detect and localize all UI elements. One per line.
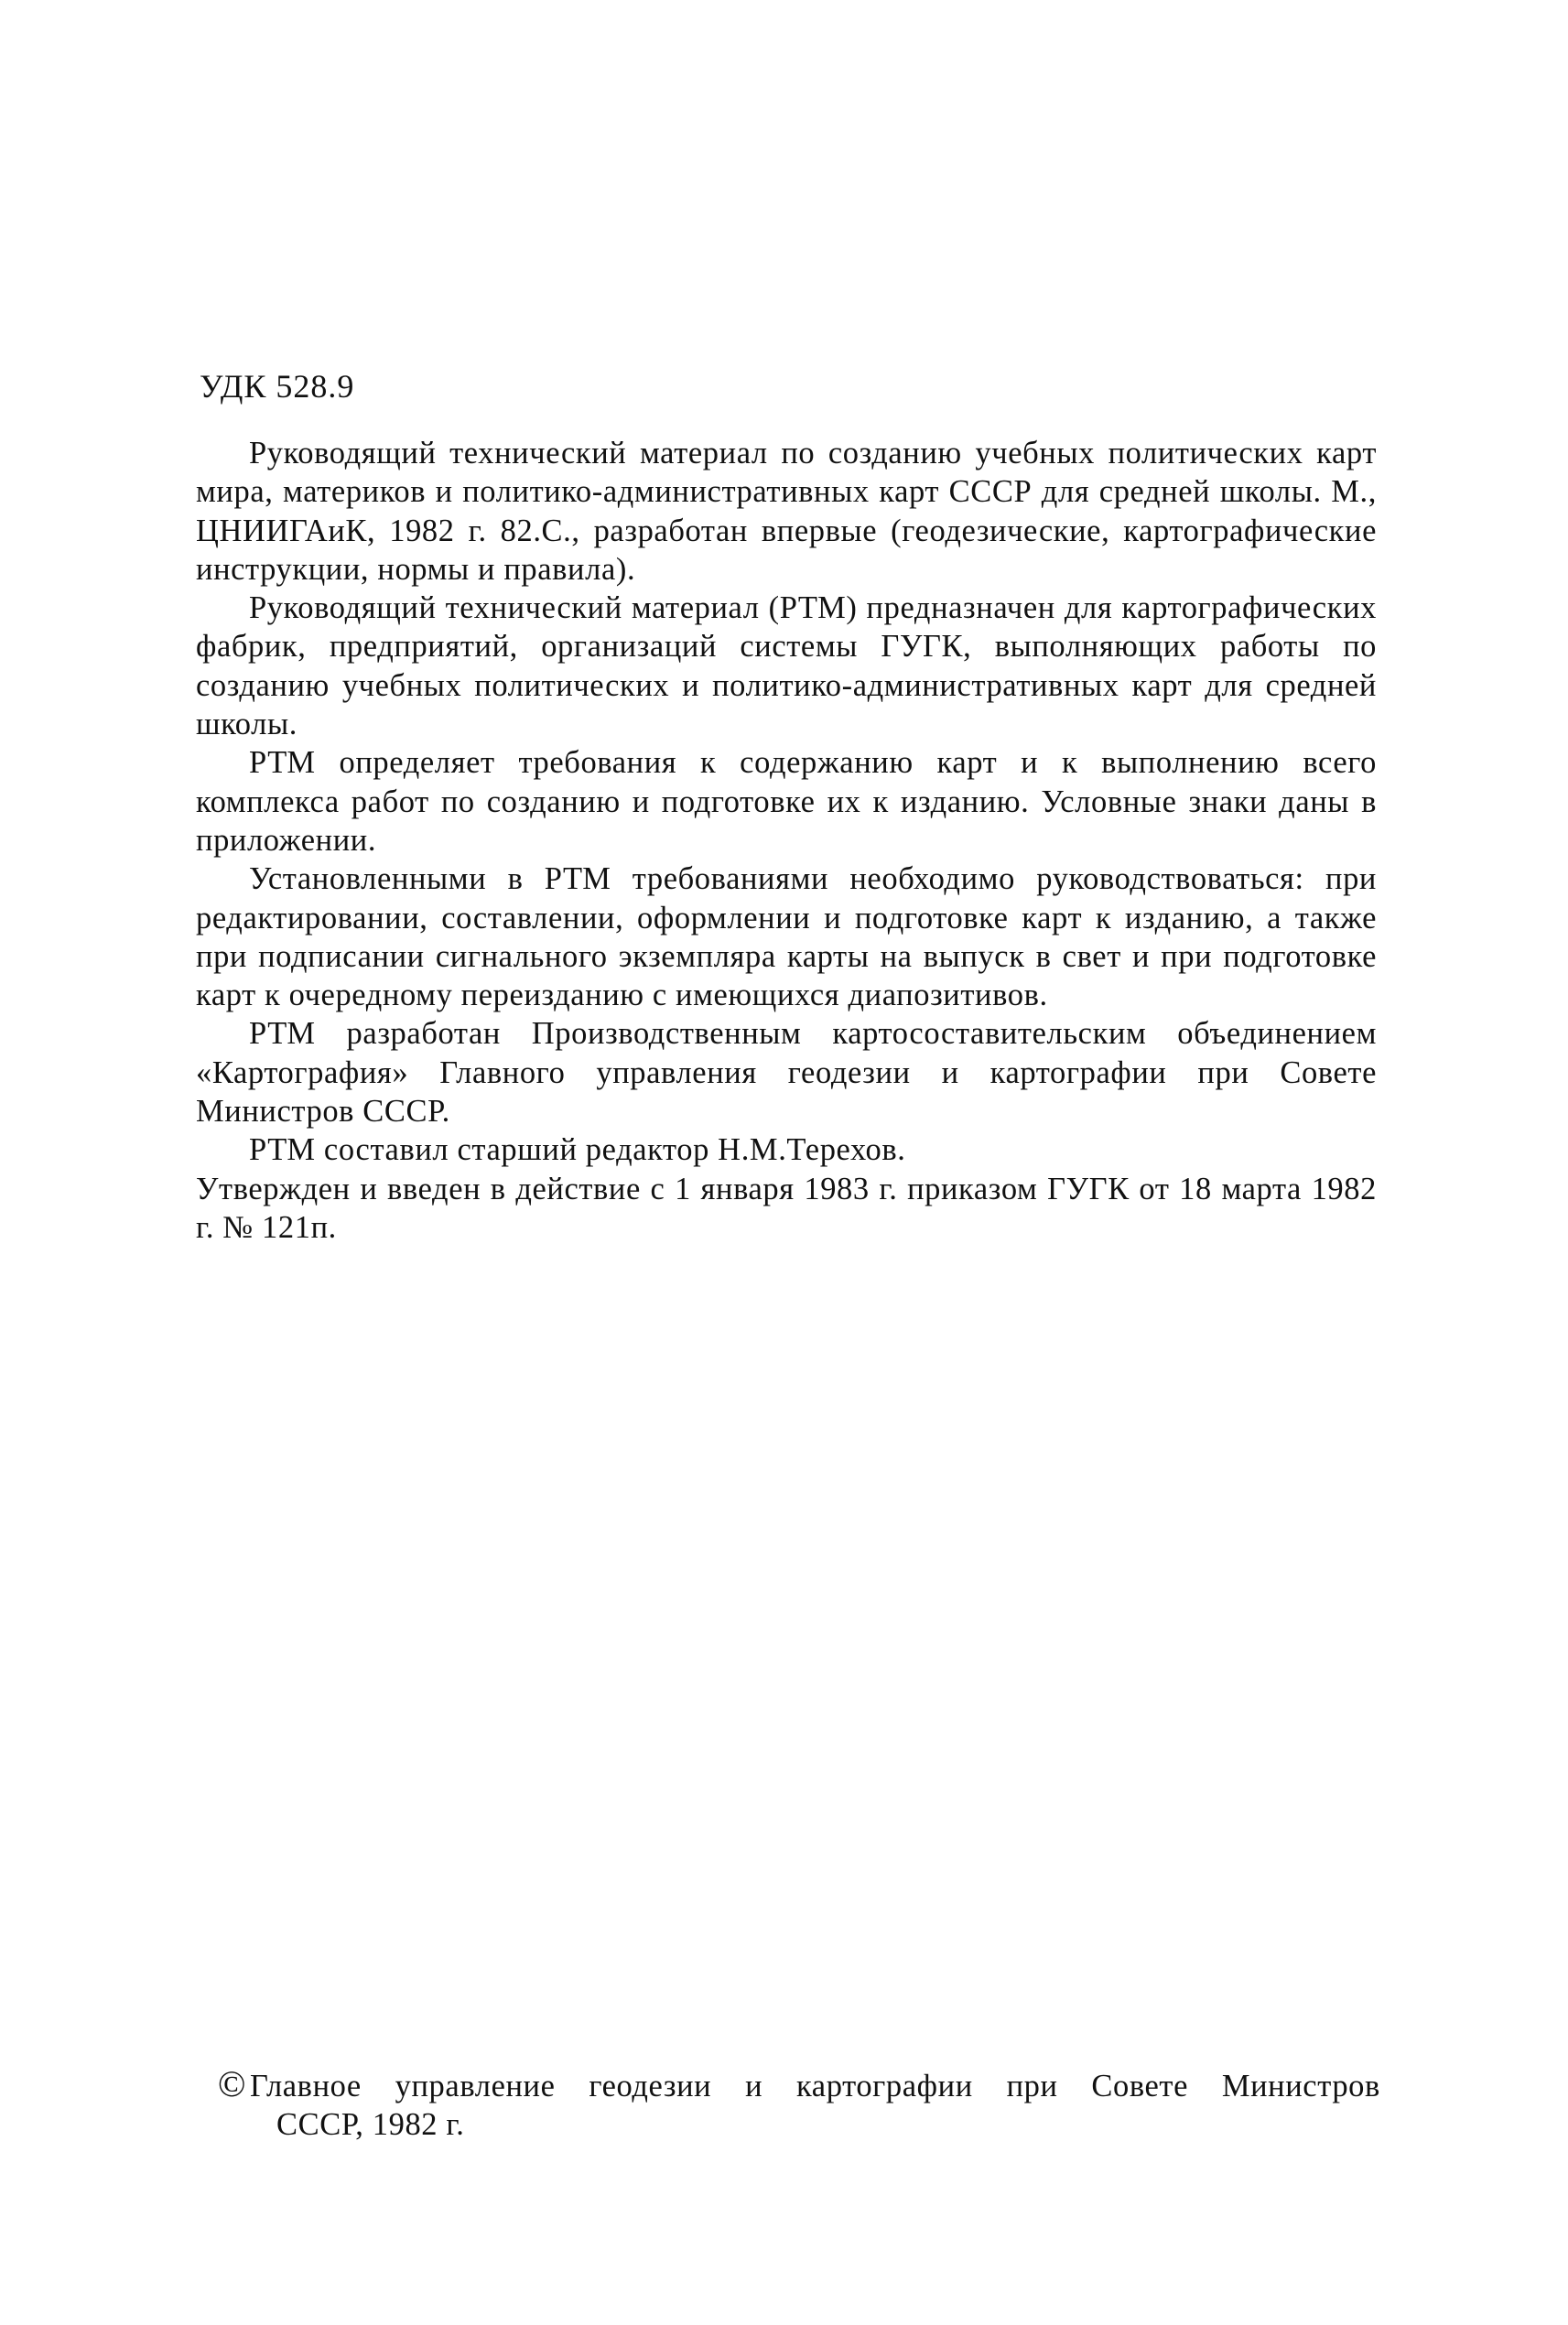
copyright-line-1 — [218, 2065, 1380, 2105]
copyright-word: и — [745, 2069, 763, 2103]
copyright-word: при — [1006, 2069, 1058, 2103]
abstract-body — [196, 434, 1377, 1247]
copyright-symbol: © — [218, 2063, 246, 2104]
paragraph-author: РТМ составил старший редактор Н.М.Терехов. — [249, 1132, 906, 1168]
paragraph-purpose: Руководящий технический материал (РТМ) предназначен для картографических фабрик, предприятий, организаций системы ГУГК, выполняющих работы по созданию учебных политических и политико-административных карт для средней школы. — [196, 590, 1377, 742]
paragraph-approval: Утвержден и введен в действие с 1 января 1983 г. приказом ГУГК от 18 марта 1982 г. № 121п. — [196, 1171, 1377, 1245]
copyright-word: картографии — [795, 2069, 973, 2103]
paragraph-requirements: РТМ определяет требования к содержанию карт и к выполнению всего комплекса работ по созданию и подготовке их к изданию. Условные знаки даны в приложении. — [196, 745, 1377, 858]
copyright-word: Министров — [1221, 2069, 1380, 2103]
copyright-word: управление — [395, 2069, 556, 2103]
copyright-line-2: СССР, 1982 г. — [276, 2107, 465, 2142]
copyright-word: Главное — [250, 2069, 362, 2103]
copyright-first-word — [218, 2065, 362, 2105]
paragraph-usage: Установленными в РТМ требованиями необходимо руководствоваться: при редактировании, составлении, оформлении и подготовке карт к изданию, а также при подписании сигнального экземпляра карты на выпуск в свет и при подготовке карт к очередному переизданию с имеющихся диапозитивов. — [196, 861, 1377, 1013]
copyright-word: Совете — [1091, 2069, 1189, 2103]
copyright-word: геодезии — [589, 2069, 712, 2103]
paragraph-developer: РТМ разработан Производственным картосоставительским объединением «Картография» Главного управления геодезии и картографии при Совете Министров СССР. — [196, 1016, 1377, 1130]
udk-code: УДК 528.9 — [200, 368, 355, 405]
copyright-notice — [218, 2065, 1380, 2144]
paragraph-description: Руководящий технический материал по созданию учебных политических карт мира, материков и политико-административных карт СССР для средней школы. М., ЦНИИГАиК, 1982 г. 82.С., разработан впервые (геодезические, картографические инструкции, нормы и правила). — [196, 436, 1377, 587]
